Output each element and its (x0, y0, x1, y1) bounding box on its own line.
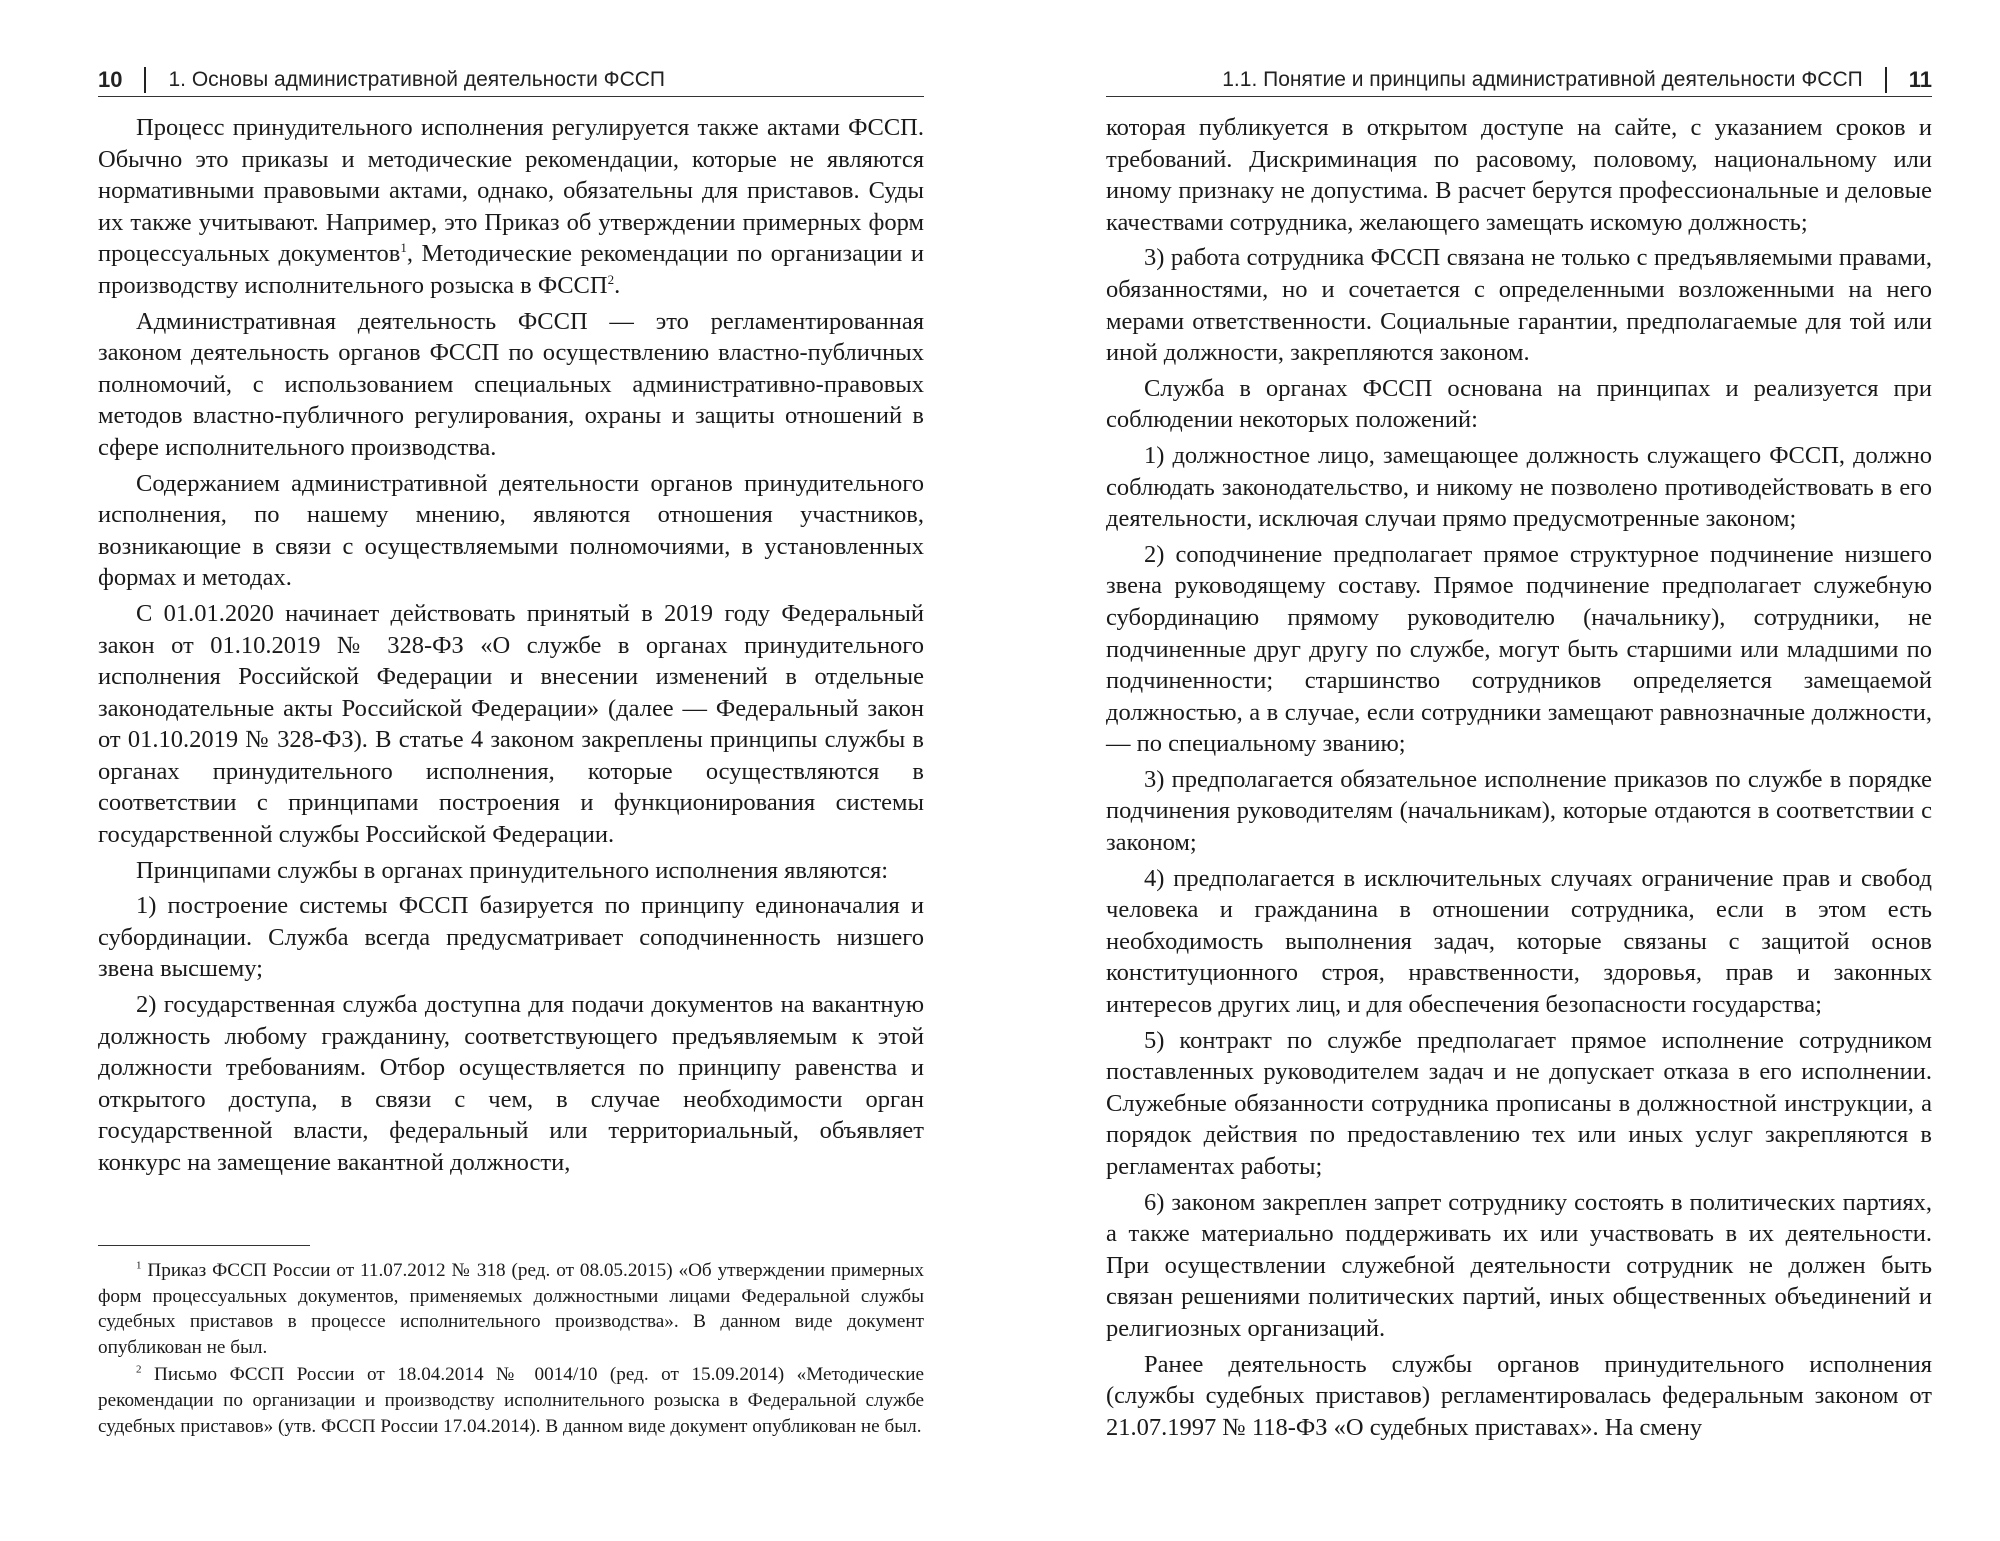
footnote-text: Письмо ФССП России от 18.04.2014 № 0014/10 (ред. от 15.09.2014) «Методические рекомендации по организации и производству исполнительного розыска в Федеральной службе судебных приставов» (утв. ФССП России 17.04.2014). В данном виде документ опубликован не был. (98, 1364, 924, 1437)
paragraph: 3) предполагается обязательное исполнение приказов по службе в порядке подчинения руководителям (начальникам), которые отдаются в соответствии с законом; (1106, 765, 1932, 857)
footnote (98, 1362, 924, 1439)
paragraph-text: , Методические рекомендации по организации и производству исполнительного розыска в ФССП (98, 240, 924, 299)
left-running-head (98, 62, 924, 98)
footnote-marker: 2 (607, 271, 615, 287)
right-body-text (1106, 112, 1932, 1447)
paragraph: Содержанием административной деятельности органов принудительного исполнения, по нашему мнению, являются отношения участников, возникающие в связи с осуществляемыми полномочиями, в установленных формах и методах. (98, 469, 924, 592)
paragraph: 1) должностное лицо, замещающее должность служащего ФССП, должно соблюдать законодательство, и никому не позволено противодействовать в его деятельности, исключая случаи прямо предусмотренные законом; (1106, 441, 1932, 533)
paragraph: 1) построение системы ФССП базируется по принципу единоначалия и субординации. Служба всегда предусматривает соподчиненность низшего звена высшему; (98, 892, 924, 983)
paragraph: 2) соподчинение предполагает прямое структурное подчинение низшего звена руководящему составу. Прямое подчинение предполагает служебную субординацию прямому руководителю (начальнику), сотрудники, не подчиненные друг другу по службе, могут быть старшими или младшими по подчиненности; старшинство сотрудников определяется замещаемой должностью, а в случае, если сотрудники замещают равнозначные должности, — по специальному званию; (1106, 540, 1932, 758)
right-page (1106, 0, 1932, 1541)
header-separator (144, 67, 146, 93)
footnote-number: 1 (136, 1259, 142, 1272)
paragraph: 2) государственная служба доступна для подачи документов на вакантную должность любому гражданину, соответствующего предъявляемым к этой должности требованиям. Отбор осуществляется по принципу равенства и открытого доступа, в связи с чем, в случае необходимости орган государственной власти, федеральный или территориальный, объявляет конкурс на замещение вакантной должности, (98, 991, 924, 1176)
header-separator (1885, 67, 1887, 93)
left-page (98, 0, 924, 1541)
paragraph (98, 112, 924, 302)
paragraph: которая публикуется в открытом доступе на сайте, с указанием сроков и требований. Дискриминация по расовому, половому, национальному или иному признаку не допустима. В расчет берутся профессиональные и деловые качествами сотрудника, желающего замещать искомую должность; (1106, 114, 1932, 236)
footnote-number: 2 (136, 1363, 142, 1376)
paragraph-text: . (614, 271, 621, 299)
footnotes (98, 1258, 924, 1441)
right-running-head (1106, 62, 1932, 98)
paragraph: 5) контракт по службе предполагает прямое исполнение сотрудником поставленных руководителем задач и не допускает отказа в его исполнении. Служебные обязанности сотрудника прописаны в должностной инструкции, а порядок действия по предоставлению тех или иных услуг закрепляются в регламентах работы; (1106, 1026, 1932, 1180)
left-body-text (98, 112, 924, 1183)
right-header-rule (1106, 96, 1932, 97)
left-header-rule (98, 96, 924, 97)
paragraph: Принципами службы в органах принудительного исполнения являются: (136, 856, 889, 884)
paragraph: Ранее деятельность службы органов принудительного исполнения (службы судебных приставов) регламентировалась федеральным законом от 21.07.1997 № 118-ФЗ «О судебных приставах». На смену (1106, 1350, 1932, 1441)
footnote-rule (98, 1245, 310, 1246)
left-page-number: 10 (98, 67, 123, 92)
footnote-marker: 1 (400, 240, 407, 256)
paragraph: Административная деятельность ФССП — это регламентированная законом деятельность органов ФССП по осуществлению властно-публичных полномочий, с использованием специальных административно-правовых методов властно-публичного регулирования, охраны и защиты отношений в сфере исполнительного производства. (98, 307, 924, 461)
footnote-text: Приказ ФССП России от 11.07.2012 № 318 (ред. от 08.05.2015) «Об утверждении примерных форм процессуальных документов, применяемых должностными лицами Федеральной службы судебных приставов в процессе исполнительного производства». В данном виде документ опубликован не был. (98, 1260, 925, 1358)
paragraph: 3) работа сотрудника ФССП связана не только с предъявляемыми правами, обязанностями, но и сочетается с определенными возложенными на него мерами ответственности. Социальные гарантии, предполагаемые для той или иной должности, закрепляются законом. (1106, 244, 1932, 367)
paragraph-text: Процесс принудительного исполнения регулируется также актами ФССП. Обычно это приказы и методические рекомендации, которые не являются нормативными правовыми актами, однако, обязательны для приставов. Суды их также учитывают. Например, это Приказ об утверждении примерных форм процессуальных документов (98, 114, 924, 268)
right-page-number: 11 (1908, 67, 1932, 92)
section-title: 1.1. Понятие и принципы административной деятельности ФССП (1222, 68, 1863, 91)
chapter-title: 1. Основы административной деятельности ФССП (168, 68, 666, 91)
paragraph: С 01.01.2020 начинает действовать принятый в 2019 году Федеральный закон от 01.10.2019 № 328-ФЗ «О службе в органах принудительного исполнения Российской Федерации и внесении изменений в отдельные законодательные акты Российской Федерации» (далее — Федеральный закон от 01.10.2019 № 328-ФЗ). В статье 4 законом закреплены принципы службы в органах принудительного исполнения, которые осуществляются в соответствии с принципами построения и функционирования системы государственной службы Российской Федерации. (98, 599, 924, 849)
paragraph: Служба в органах ФССП основана на принципах и реализуется при соблюдении некоторых положений: (1106, 374, 1932, 434)
paragraph: 6) законом закреплен запрет сотруднику состоять в политических партиях, а также материально поддерживать их или участвовать в их деятельности. При осуществлении служебной деятельности сотрудник не должен быть связан решениями политических партий, иных общественных объединений и религиозных организаций. (1106, 1188, 1932, 1342)
paragraph: 4) предполагается в исключительных случаях ограничение прав и свобод человека и гражданина в отношении сотрудника, если в этом есть необходимость выполнения задач, которые связаны с защитой основ конституционного строя, нравственности, здоровья, прав и законных интересов других лиц, и для обеспечения безопасности государства; (1106, 864, 1932, 1019)
footnote (98, 1258, 924, 1360)
